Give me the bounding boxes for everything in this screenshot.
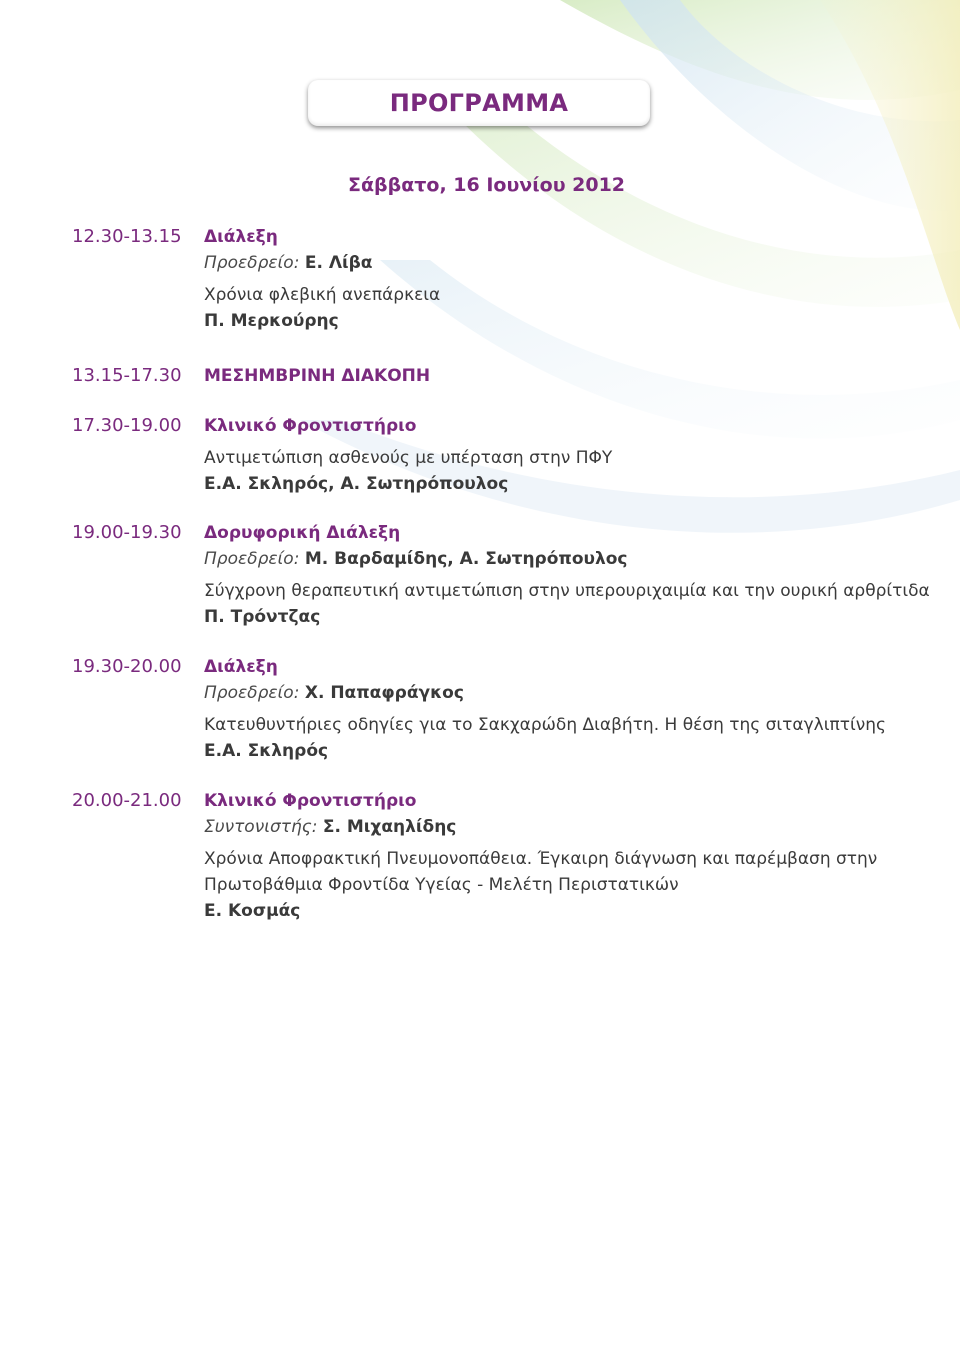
page-title: ΠΡΟΓΡΑΜΜΑ xyxy=(389,89,569,117)
session-topic: Χρόνια φλεβική ανεπάρκεια xyxy=(204,285,441,305)
chair-name: Σ. Μιχαηλίδης xyxy=(322,817,457,837)
session-topic-line-2: Πρωτοβάθμια Φροντίδα Υγείας - Μελέτη Περιστατικών xyxy=(204,875,679,895)
chair-label: Προεδρείο: xyxy=(204,253,300,273)
chair-label: Προεδρείο: xyxy=(204,683,300,703)
session-type: Διάλεξη xyxy=(204,657,278,677)
session-speaker: Ε.Α. Σκληρός xyxy=(204,741,329,761)
chair-name: Ε. Λίβα xyxy=(304,253,373,273)
session-topic: Αντιμετώπιση ασθενούς με υπέρταση στην ΠΦΥ xyxy=(204,448,613,468)
session-type: Κλινικό Φροντιστήριο xyxy=(204,791,417,811)
session-speaker: Ε. Κοσμάς xyxy=(204,901,301,921)
session-speaker: Π. Τρόντζας xyxy=(204,607,321,627)
session-speaker: Ε.Α. Σκληρός, Α. Σωτηρόπουλος xyxy=(204,474,509,494)
session-topic: Κατευθυντήριες οδηγίες για το Σακχαρώδη Διαβήτη. Η θέση της σιταγλιπτίνης xyxy=(204,715,886,735)
program-date: Σάββατο, 16 Ιουνίου 2012 xyxy=(348,174,626,196)
session-time: 13.15-17.30 xyxy=(72,365,182,386)
session-speaker: Π. Μερκούρης xyxy=(204,311,339,331)
chair-name: Μ. Βαρδαμίδης, Α. Σωτηρόπουλος xyxy=(304,549,628,569)
session-time: 20.00-21.00 xyxy=(72,790,182,811)
session-type: Κλινικό Φροντιστήριο xyxy=(204,416,417,436)
title-box xyxy=(308,80,650,126)
session-topic: Σύγχρονη θεραπευτική αντιμετώπιση στην υπερουριχαιμία και την ουρική αρθρίτιδα xyxy=(204,581,930,601)
session-time: 19.00-19.30 xyxy=(72,522,182,543)
session-time: 12.30-13.15 xyxy=(72,226,182,247)
session-topic-line-1: Χρόνια Αποφρακτική Πνευμονοπάθεια. Έγκαιρη διάγνωση και παρέμβαση στην xyxy=(204,849,878,869)
session-time: 17.30-19.00 xyxy=(72,415,182,436)
session-type: Δορυφορική Διάλεξη xyxy=(204,523,401,543)
chair-label: Συντονιστής: xyxy=(204,817,318,837)
chair-name: Χ. Παπαφράγκος xyxy=(304,683,464,703)
session-time: 19.30-20.00 xyxy=(72,656,182,677)
chair-label: Προεδρείο: xyxy=(204,549,300,569)
session-type: Διάλεξη xyxy=(204,227,278,247)
session-type: ΜΕΣΗΜΒΡΙΝΗ ΔΙΑΚΟΠΗ xyxy=(204,366,431,386)
